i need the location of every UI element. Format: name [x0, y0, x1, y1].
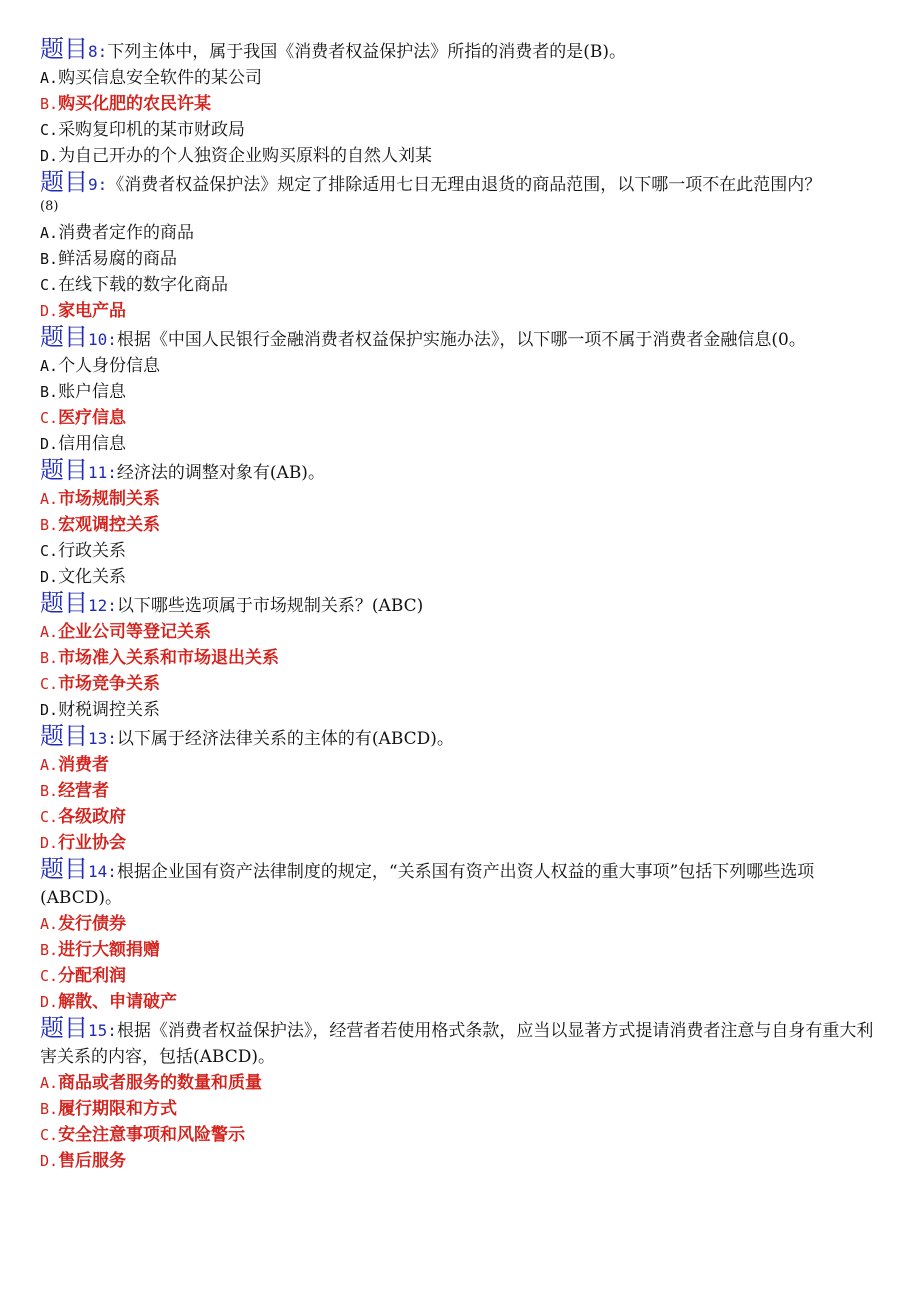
- question-stem: [40, 856, 880, 911]
- option-letter: B.: [40, 95, 59, 113]
- option-letter: D.: [40, 834, 59, 852]
- option-text: 账户信息: [58, 382, 127, 402]
- question-4: [40, 457, 880, 590]
- question-text: 下列主体中，属于我国《消费者权益保护法》所指的消费者的是(B)。: [107, 42, 627, 62]
- option-text: 财税调控关系: [58, 700, 161, 720]
- answer-option: [40, 246, 880, 272]
- option-list: [40, 619, 880, 723]
- question-number: 10:: [88, 330, 117, 349]
- option-letter: C.: [40, 1126, 59, 1144]
- option-text: 市场准入关系和市场退出关系: [58, 648, 280, 668]
- option-text: 在线下载的数字化商品: [58, 275, 229, 295]
- question-label: 题目: [40, 456, 88, 484]
- answer-option-correct: [40, 937, 880, 963]
- question-stem: [40, 324, 880, 353]
- question-stem: [40, 169, 880, 198]
- option-text: 各级政府: [58, 807, 127, 827]
- option-text: 安全注意事项和风险警示: [58, 1125, 246, 1145]
- answer-option: [40, 564, 880, 590]
- option-list: [40, 220, 880, 324]
- option-text: 行业协会: [58, 833, 127, 853]
- option-list: [40, 752, 880, 856]
- question-8: [40, 1015, 880, 1174]
- option-list: [40, 65, 880, 169]
- option-text: 进行大额捐赠: [58, 940, 161, 960]
- option-text: 为自己开办的个人独资企业购买原料的自然人刘某: [58, 146, 433, 166]
- answer-option: [40, 220, 880, 246]
- option-text: 家电产品: [58, 301, 127, 321]
- question-number: 12:: [88, 596, 117, 615]
- option-letter: B.: [40, 516, 59, 534]
- option-text: 行政关系: [58, 541, 127, 561]
- option-text: 分配利润: [58, 966, 127, 986]
- option-text: 发行债券: [58, 914, 127, 934]
- option-letter: A.: [40, 69, 59, 87]
- option-letter: B.: [40, 383, 59, 401]
- option-text: 信用信息: [58, 434, 127, 454]
- question-6: [40, 723, 880, 856]
- option-letter: D.: [40, 568, 59, 586]
- option-text: 企业公司等登记关系: [58, 622, 212, 642]
- option-letter: D.: [40, 435, 59, 453]
- option-letter: A.: [40, 224, 59, 242]
- question-stem: [40, 457, 880, 486]
- answer-option: [40, 143, 880, 169]
- option-letter: B.: [40, 250, 59, 268]
- option-text: 解散、申请破产: [58, 992, 178, 1012]
- question-number: 13:: [88, 729, 117, 748]
- answer-option-correct: [40, 830, 880, 856]
- answer-option: [40, 697, 880, 723]
- option-letter: C.: [40, 276, 59, 294]
- option-text: 医疗信息: [58, 408, 127, 428]
- answer-option-correct: [40, 1096, 880, 1122]
- answer-option-correct: [40, 619, 880, 645]
- option-letter: B.: [40, 1100, 59, 1118]
- option-text: 文化关系: [58, 567, 127, 587]
- option-letter: C.: [40, 121, 59, 139]
- answer-option: [40, 379, 880, 405]
- option-text: 售后服务: [58, 1151, 127, 1171]
- question-stem: [40, 590, 880, 619]
- option-text: 购买化肥的农民许某: [58, 94, 212, 114]
- question-text: 根据企业国有资产法律制度的规定，“关系国有资产出资人权益的重大事项”包括下列哪些选项(ABCD)。: [40, 862, 815, 908]
- question-stem: [40, 1015, 880, 1070]
- answer-option-correct: [40, 911, 880, 937]
- question-stem: [40, 36, 880, 65]
- option-text: 个人身份信息: [58, 356, 161, 376]
- option-letter: C.: [40, 675, 59, 693]
- question-number: 14:: [88, 862, 117, 881]
- answer-option: [40, 272, 880, 298]
- option-letter: A.: [40, 1074, 59, 1092]
- answer-option-correct: [40, 512, 880, 538]
- question-number: 15:: [88, 1021, 117, 1040]
- answer-option-correct: [40, 645, 880, 671]
- option-text: 商品或者服务的数量和质量: [58, 1073, 263, 1093]
- question-text: 根据《中国人民银行金融消费者权益保护实施办法》，以下哪一项不属于消费者金融信息(0。: [116, 330, 806, 350]
- option-list: [40, 1070, 880, 1174]
- option-letter: A.: [40, 915, 59, 933]
- answer-option-correct: [40, 778, 880, 804]
- option-letter: B.: [40, 941, 59, 959]
- question-5: [40, 590, 880, 723]
- question-number: 11:: [88, 463, 117, 482]
- answer-option-correct: [40, 91, 880, 117]
- option-text: 购买信息安全软件的某公司: [58, 68, 263, 88]
- option-list: [40, 486, 880, 590]
- question-label: 题目: [40, 323, 88, 351]
- answer-option: [40, 117, 880, 143]
- option-letter: A.: [40, 357, 59, 375]
- answer-option: [40, 431, 880, 457]
- answer-option: [40, 353, 880, 379]
- answer-option-correct: [40, 1070, 880, 1096]
- option-text: 经营者: [58, 781, 110, 801]
- question-label: 题目: [40, 589, 88, 617]
- answer-option-correct: [40, 1122, 880, 1148]
- option-letter: D.: [40, 993, 59, 1011]
- question-number: 9:: [88, 175, 108, 194]
- question-1: [40, 36, 880, 169]
- option-letter: B.: [40, 782, 59, 800]
- answer-option-correct: [40, 804, 880, 830]
- question-number: 8:: [88, 42, 108, 61]
- option-letter: B.: [40, 649, 59, 667]
- option-text: 市场竞争关系: [58, 674, 161, 694]
- option-letter: C.: [40, 967, 59, 985]
- question-stem: [40, 723, 880, 752]
- option-letter: A.: [40, 756, 59, 774]
- answer-option-correct: [40, 989, 880, 1015]
- question-text: 以下属于经济法律关系的主体的有(ABCD)。: [116, 729, 454, 749]
- option-letter: D.: [40, 147, 59, 165]
- question-label: 题目: [40, 855, 88, 883]
- answer-option-correct: [40, 405, 880, 431]
- option-letter: C.: [40, 808, 59, 826]
- question-7: [40, 856, 880, 1015]
- option-list: [40, 353, 880, 457]
- question-text: 以下哪些选项属于市场规制关系？(ABC): [116, 596, 424, 616]
- question-label: 题目: [40, 722, 88, 750]
- question-label: 题目: [40, 35, 88, 63]
- option-letter: C.: [40, 409, 59, 427]
- option-letter: C.: [40, 542, 59, 560]
- option-text: 采购复印机的某市财政局: [58, 120, 246, 140]
- question-label: 题目: [40, 1014, 88, 1042]
- option-letter: D.: [40, 1152, 59, 1170]
- question-answer-note: (8): [40, 199, 59, 214]
- answer-option-correct: [40, 671, 880, 697]
- answer-option: [40, 65, 880, 91]
- question-2: [40, 169, 880, 324]
- answer-option-correct: [40, 963, 880, 989]
- question-text: 根据《消费者权益保护法》，经营者若使用格式条款，应当以显著方式提请消费者注意与自身有重大利害关系的内容，包括(ABCD)。: [40, 1021, 874, 1067]
- answer-option: [40, 538, 880, 564]
- option-text: 消费者: [58, 755, 110, 775]
- answer-option-correct: [40, 1148, 880, 1174]
- option-letter: A.: [40, 490, 59, 508]
- question-3: [40, 324, 880, 457]
- question-label: 题目: [40, 168, 88, 196]
- option-letter: D.: [40, 302, 59, 320]
- option-letter: D.: [40, 701, 59, 719]
- question-text: 经济法的调整对象有(AB)。: [116, 463, 325, 483]
- answer-option-correct: [40, 486, 880, 512]
- question-text: 《消费者权益保护法》规定了排除适用七日无理由退货的商品范围，以下哪一项不在此范围内？: [107, 175, 822, 195]
- option-text: 履行期限和方式: [58, 1099, 178, 1119]
- option-text: 市场规制关系: [58, 489, 161, 509]
- option-text: 鲜活易腐的商品: [58, 249, 178, 269]
- answer-option-correct: [40, 298, 880, 324]
- option-list: [40, 911, 880, 1015]
- option-text: 消费者定作的商品: [58, 223, 195, 243]
- option-text: 宏观调控关系: [58, 515, 161, 535]
- answer-option-correct: [40, 752, 880, 778]
- option-letter: A.: [40, 623, 59, 641]
